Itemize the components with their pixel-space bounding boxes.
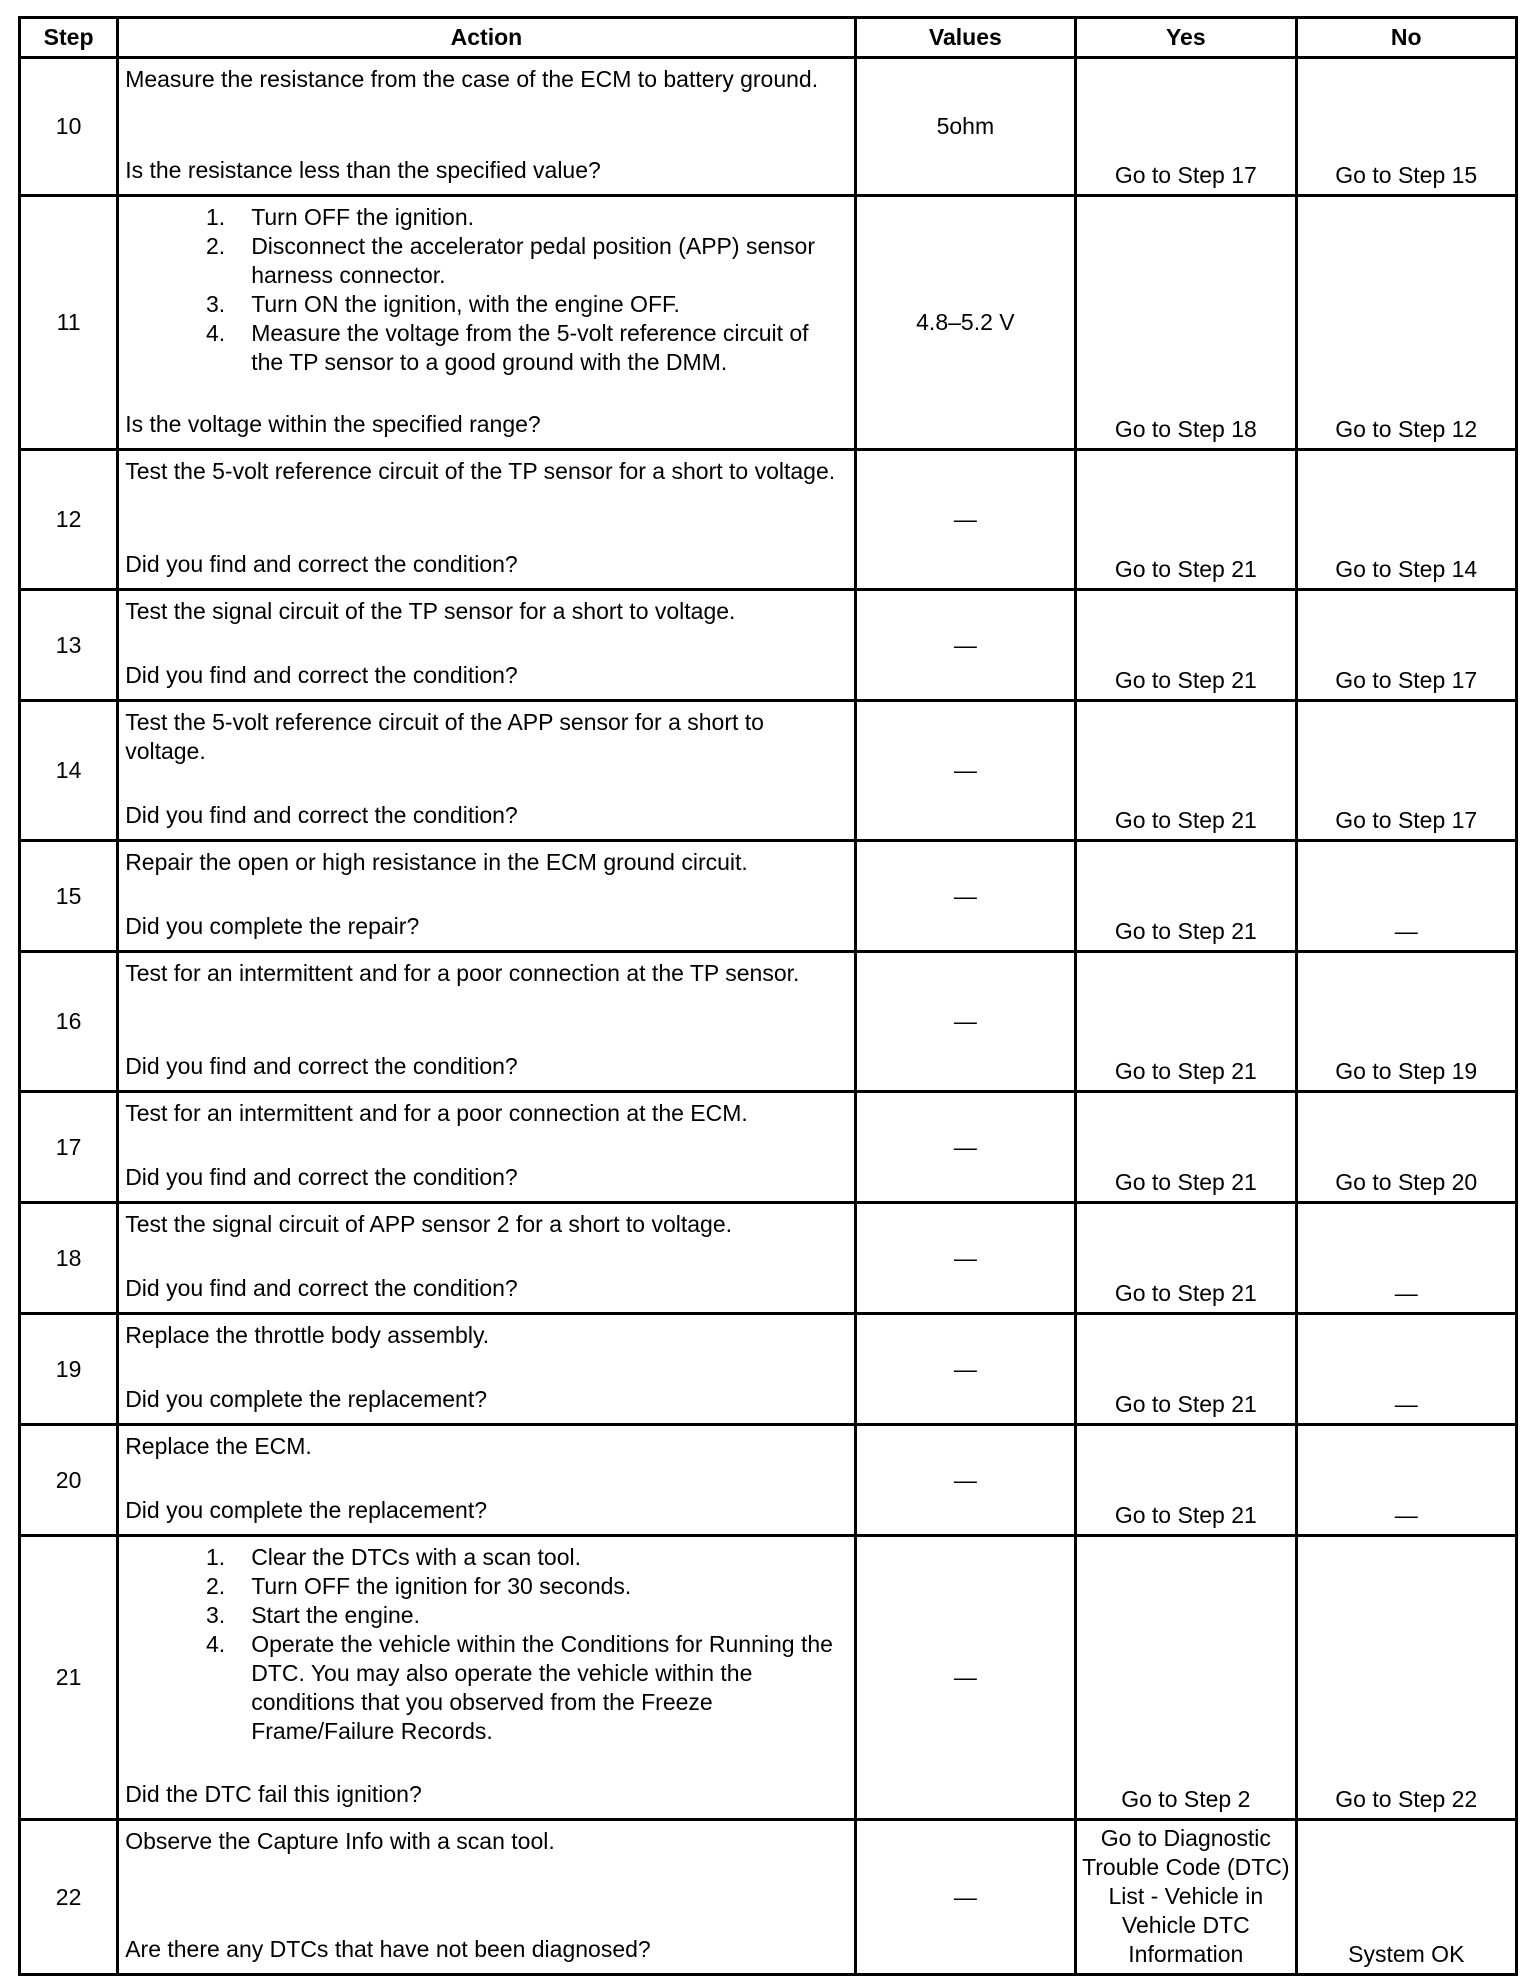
table-row bbox=[20, 196, 1517, 450]
action-instructions bbox=[125, 708, 845, 766]
action-question: Did the DTC fail this ignition? bbox=[125, 1781, 422, 1807]
action-cell bbox=[118, 841, 855, 952]
action-question: Did you find and correct the condition? bbox=[125, 662, 518, 688]
table-row bbox=[20, 952, 1517, 1092]
value-dash: — bbox=[953, 1466, 977, 1493]
step-number: 11 bbox=[20, 196, 118, 450]
value-dash: — bbox=[953, 1664, 977, 1690]
action-step-item bbox=[125, 1601, 845, 1630]
step-number: 12 bbox=[20, 450, 118, 590]
action-content bbox=[125, 203, 845, 439]
action-text: Test the 5-volt reference circuit of the TP sensor for a short to voltage. bbox=[125, 458, 836, 484]
action-instructions bbox=[125, 1827, 845, 1856]
yes-outcome: Go to Step 21 bbox=[1076, 590, 1296, 701]
header-row bbox=[20, 18, 1517, 58]
action-content bbox=[125, 708, 845, 830]
action-content bbox=[125, 1827, 845, 1964]
action-step-number: 4. bbox=[206, 1631, 226, 1657]
no-outcome: — bbox=[1296, 1314, 1516, 1425]
header-no: No bbox=[1296, 18, 1516, 58]
action-step-number: 2. bbox=[206, 1573, 226, 1599]
yes-outcome: Go to Diagnostic Trouble Code (DTC) List - Vehicle in Vehicle DTC Information bbox=[1076, 1820, 1296, 1975]
step-number: 16 bbox=[20, 952, 118, 1092]
action-step-number: 2. bbox=[206, 233, 226, 259]
step-number: 19 bbox=[20, 1314, 118, 1425]
action-step-text: Measure the voltage from the 5-volt reference circuit of the TP sensor to a good ground with the DMM. bbox=[251, 320, 809, 375]
yes-outcome: Go to Step 21 bbox=[1076, 841, 1296, 952]
action-content bbox=[125, 457, 845, 579]
action-step-text: Operate the vehicle within the Conditions for Running the DTC. You may also operate the vehicle within the conditions that you observed from the Freeze Frame/Failure Records. bbox=[251, 1631, 833, 1744]
action-instructions bbox=[125, 1210, 845, 1239]
action-instructions bbox=[125, 848, 845, 877]
action-text: Repair the open or high resistance in the ECM ground circuit. bbox=[125, 849, 748, 875]
action-cell bbox=[118, 952, 855, 1092]
action-instructions bbox=[125, 65, 845, 94]
step-number: 15 bbox=[20, 841, 118, 952]
action-question: Did you find and correct the condition? bbox=[125, 1275, 518, 1301]
action-instructions bbox=[125, 1099, 845, 1128]
action-question: Is the voltage within the specified range? bbox=[125, 411, 541, 437]
table-row bbox=[20, 1314, 1517, 1425]
diagnostic-table bbox=[18, 16, 1518, 1976]
value-cell bbox=[855, 1314, 1075, 1425]
action-question: Did you find and correct the condition? bbox=[125, 551, 518, 577]
step-number: 17 bbox=[20, 1092, 118, 1203]
yes-outcome: Go to Step 18 bbox=[1076, 196, 1296, 450]
table-row bbox=[20, 1536, 1517, 1820]
yes-outcome: Go to Step 21 bbox=[1076, 1203, 1296, 1314]
value-cell: 5ohm bbox=[855, 58, 1075, 196]
action-step-number: 3. bbox=[206, 291, 226, 317]
value-dash: — bbox=[953, 1244, 977, 1271]
value-dash: — bbox=[953, 757, 977, 783]
action-steps-list bbox=[125, 1543, 845, 1746]
action-step-number: 1. bbox=[206, 204, 226, 230]
value-cell bbox=[855, 450, 1075, 590]
no-outcome: Go to Step 19 bbox=[1296, 952, 1516, 1092]
value-dash: — bbox=[953, 1133, 977, 1160]
value-cell bbox=[855, 1092, 1075, 1203]
yes-outcome: Go to Step 21 bbox=[1076, 1425, 1296, 1536]
action-instructions bbox=[125, 1432, 845, 1461]
no-outcome: Go to Step 20 bbox=[1296, 1092, 1516, 1203]
action-step-text: Clear the DTCs with a scan tool. bbox=[251, 1544, 581, 1570]
action-text: Test the signal circuit of the TP sensor for a short to voltage. bbox=[125, 598, 736, 624]
yes-outcome: Go to Step 2 bbox=[1076, 1536, 1296, 1820]
value-dash: — bbox=[953, 1008, 977, 1034]
action-step-text: Start the engine. bbox=[251, 1602, 420, 1628]
step-number: 14 bbox=[20, 701, 118, 841]
action-instructions bbox=[125, 1321, 845, 1350]
action-step-text: Turn OFF the ignition for 30 seconds. bbox=[251, 1573, 632, 1599]
action-question: Did you complete the repair? bbox=[125, 913, 420, 939]
action-text: Test the signal circuit of APP sensor 2 for a short to voltage. bbox=[125, 1211, 733, 1237]
action-content bbox=[125, 1099, 845, 1192]
action-step-item bbox=[125, 1543, 845, 1572]
action-question: Did you complete the replacement? bbox=[125, 1497, 487, 1523]
action-question: Did you find and correct the condition? bbox=[125, 1053, 518, 1079]
yes-outcome: Go to Step 17 bbox=[1076, 58, 1296, 196]
no-outcome: Go to Step 17 bbox=[1296, 701, 1516, 841]
action-text: Measure the resistance from the case of the ECM to battery ground. bbox=[125, 66, 819, 92]
table-row bbox=[20, 1092, 1517, 1203]
action-question: Did you complete the replacement? bbox=[125, 1386, 487, 1412]
action-text: Observe the Capture Info with a scan tool. bbox=[125, 1828, 555, 1854]
step-number: 10 bbox=[20, 58, 118, 196]
value-dash: — bbox=[953, 506, 977, 532]
no-outcome: Go to Step 15 bbox=[1296, 58, 1516, 196]
no-outcome: Go to Step 14 bbox=[1296, 450, 1516, 590]
table-row bbox=[20, 701, 1517, 841]
action-cell bbox=[118, 701, 855, 841]
action-steps-list bbox=[125, 203, 845, 377]
action-step-number: 1. bbox=[206, 1544, 226, 1570]
action-cell bbox=[118, 1536, 855, 1820]
action-question: Did you find and correct the condition? bbox=[125, 1164, 518, 1190]
action-cell bbox=[118, 1092, 855, 1203]
action-content bbox=[125, 1210, 845, 1303]
action-content bbox=[125, 597, 845, 690]
yes-outcome: Go to Step 21 bbox=[1076, 952, 1296, 1092]
action-cell bbox=[118, 450, 855, 590]
step-number: 20 bbox=[20, 1425, 118, 1536]
action-cell bbox=[118, 1425, 855, 1536]
action-step-item bbox=[125, 203, 845, 232]
step-number: 21 bbox=[20, 1536, 118, 1820]
table-row bbox=[20, 841, 1517, 952]
value-cell bbox=[855, 701, 1075, 841]
step-number: 22 bbox=[20, 1820, 118, 1975]
table-row bbox=[20, 450, 1517, 590]
no-outcome: — bbox=[1296, 841, 1516, 952]
header-yes: Yes bbox=[1076, 18, 1296, 58]
action-question: Is the resistance less than the specified value? bbox=[125, 157, 601, 183]
action-text: Test for an intermittent and for a poor connection at the ECM. bbox=[125, 1100, 748, 1126]
action-step-number: 3. bbox=[206, 1602, 226, 1628]
header-values: Values bbox=[855, 18, 1075, 58]
action-content bbox=[125, 1321, 845, 1414]
header-action: Action bbox=[118, 18, 855, 58]
action-step-item bbox=[125, 1630, 845, 1746]
action-text: Replace the ECM. bbox=[125, 1433, 312, 1459]
action-step-text: Turn OFF the ignition. bbox=[251, 204, 475, 230]
value-dash: — bbox=[953, 1355, 977, 1382]
action-step-item bbox=[125, 1572, 845, 1601]
no-outcome: System OK bbox=[1296, 1820, 1516, 1975]
yes-outcome: Go to Step 21 bbox=[1076, 450, 1296, 590]
action-content bbox=[125, 848, 845, 941]
table-row bbox=[20, 590, 1517, 701]
action-instructions bbox=[125, 457, 845, 486]
action-step-item bbox=[125, 290, 845, 319]
table-row bbox=[20, 1425, 1517, 1536]
table-row bbox=[20, 1820, 1517, 1975]
action-step-item bbox=[125, 319, 845, 377]
action-content bbox=[125, 1432, 845, 1525]
value-cell bbox=[855, 841, 1075, 952]
action-content bbox=[125, 959, 845, 1081]
value-cell bbox=[855, 1203, 1075, 1314]
value-cell: 4.8–5.2 V bbox=[855, 196, 1075, 450]
action-cell bbox=[118, 58, 855, 196]
action-instructions bbox=[125, 959, 845, 988]
action-cell bbox=[118, 1203, 855, 1314]
value-dash: — bbox=[953, 882, 977, 909]
action-question: Are there any DTCs that have not been diagnosed? bbox=[125, 1936, 651, 1962]
action-text: Replace the throttle body assembly. bbox=[125, 1322, 490, 1348]
yes-outcome: Go to Step 21 bbox=[1076, 1314, 1296, 1425]
step-number: 18 bbox=[20, 1203, 118, 1314]
value-cell bbox=[855, 1820, 1075, 1975]
yes-outcome: Go to Step 21 bbox=[1076, 701, 1296, 841]
value-dash: — bbox=[953, 1883, 977, 1910]
table-row bbox=[20, 1203, 1517, 1314]
no-outcome: Go to Step 22 bbox=[1296, 1536, 1516, 1820]
value-cell bbox=[855, 1536, 1075, 1820]
action-instructions bbox=[125, 1543, 845, 1746]
action-step-item bbox=[125, 232, 845, 290]
header-step: Step bbox=[20, 18, 118, 58]
value-cell bbox=[855, 590, 1075, 701]
action-cell bbox=[118, 590, 855, 701]
no-outcome: — bbox=[1296, 1203, 1516, 1314]
no-outcome: — bbox=[1296, 1425, 1516, 1536]
action-step-text: Disconnect the accelerator pedal position (APP) sensor harness connector. bbox=[251, 233, 815, 288]
no-outcome: Go to Step 17 bbox=[1296, 590, 1516, 701]
action-step-number: 4. bbox=[206, 320, 226, 346]
action-text: Test for an intermittent and for a poor connection at the TP sensor. bbox=[125, 960, 800, 986]
action-question: Did you find and correct the condition? bbox=[125, 802, 518, 828]
no-outcome: Go to Step 12 bbox=[1296, 196, 1516, 450]
yes-outcome: Go to Step 21 bbox=[1076, 1092, 1296, 1203]
action-cell bbox=[118, 1820, 855, 1975]
action-content bbox=[125, 65, 845, 185]
step-number: 13 bbox=[20, 590, 118, 701]
table-row bbox=[20, 58, 1517, 196]
value-dash: — bbox=[953, 631, 977, 658]
action-instructions bbox=[125, 597, 845, 626]
action-cell bbox=[118, 196, 855, 450]
value-cell bbox=[855, 1425, 1075, 1536]
action-content bbox=[125, 1543, 845, 1809]
action-cell bbox=[118, 1314, 855, 1425]
action-step-text: Turn ON the ignition, with the engine OFF. bbox=[251, 291, 680, 317]
action-text: Test the 5-volt reference circuit of the APP sensor for a short to voltage. bbox=[125, 709, 771, 764]
action-instructions bbox=[125, 203, 845, 377]
value-cell bbox=[855, 952, 1075, 1092]
